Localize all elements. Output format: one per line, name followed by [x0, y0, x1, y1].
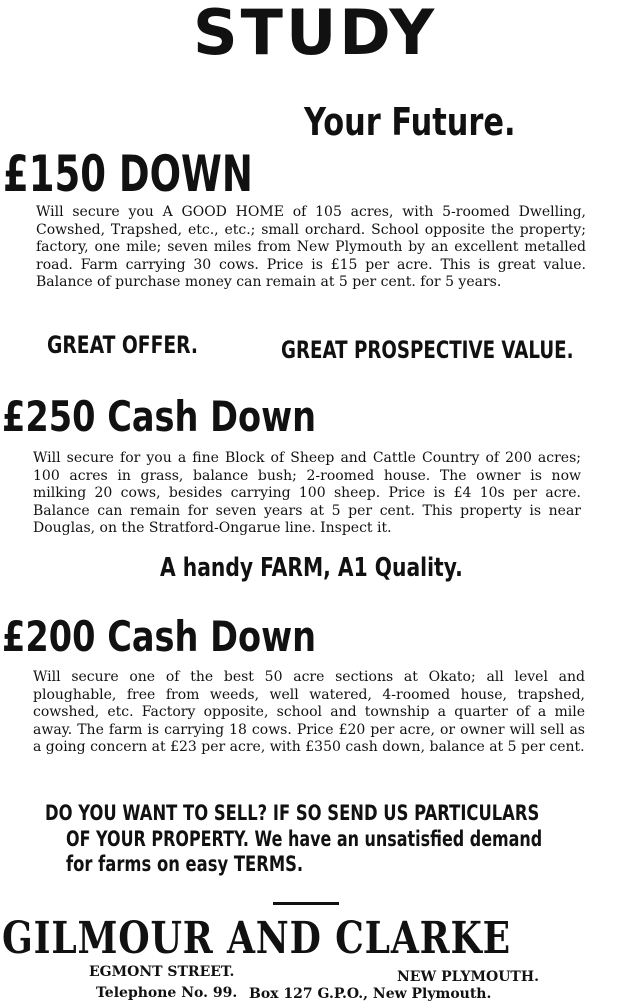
offer-3-headline: £200 Cash Down — [2, 612, 317, 661]
ad-title: STUDY — [193, 0, 438, 69]
offer-2-tagline-wrap — [160, 553, 548, 583]
offer-2-headline: £250 Cash Down — [2, 392, 317, 441]
offer-1-body-text: Will secure you A GOOD HOME of 105 acres, with 5-roomed Dwelling, Cowshed, Trapshed, etc., etc.; small orchard. School opposite the property; factory, one mile; seven miles from New Plymouth by an excellent metalled road. Farm carrying 30 cows. Price is £15 per acre. This is great value. Balance of purchase money can remain at 5 per cent. for 5 years. — [36, 204, 586, 290]
footer-street: EGMONT STREET. — [89, 964, 235, 980]
offer-1-body — [36, 204, 586, 292]
offer-1-tagline-left: GREAT OFFER. — [47, 331, 199, 359]
offer-2-headline-wrap — [2, 392, 395, 441]
appeal-line-3: for farms on easy TERMS. — [66, 852, 304, 876]
offer-1-headline-wrap — [3, 145, 341, 203]
firm-name-wrap — [2, 913, 621, 964]
offer-1-headline: £150 DOWN — [3, 145, 253, 203]
footer-city: NEW PLYMOUTH. — [397, 969, 539, 985]
ad-subtitle: Your Future. — [304, 100, 516, 144]
divider-rule — [273, 902, 339, 905]
appeal-line-1: DO YOU WANT TO SELL? IF SO SEND US PARTICULARS — [45, 801, 540, 825]
firm-name: GILMOUR AND CLARKE — [2, 913, 511, 964]
appeal-line-2-wrap — [66, 827, 621, 851]
offer-3-body-text: Will secure one of the best 50 acre sections at Okato; all level and ploughable, free from weeds, well watered, 4-roomed house, trapshed, cowshed, etc. Factory opposite, school and township a quarter of a mile away. The farm is carrying 18 cows. Price £20 per acre, or owner will sell as a going concern at £23 per acre, with £350 cash down, balance at 5 per cent. — [33, 669, 585, 755]
footer-telephone: Telephone No. 99. — [96, 985, 238, 1001]
offer-1-tagline-right-wrap — [281, 336, 621, 364]
offer-2-body-text: Will secure for you a fine Block of Sheep and Cattle Country of 200 acres; 100 acres in grass, balance bush; 2-roomed house. The owner is now milking 20 cows, besides carrying 100 sheep. Price is £4 10s per acre. Balance can remain for seven years at 5 per cent. This property is near Douglas, on the Stratford-Ongarue line. Inspect it. — [33, 450, 581, 536]
offer-3-headline-wrap — [2, 612, 395, 661]
offer-1-tagline-right: GREAT PROSPECTIVE VALUE. — [281, 336, 574, 364]
appeal-line-2: OF YOUR PROPERTY. We have an unsatisfied demand — [66, 827, 543, 851]
footer-box: Box 127 G.P.O., New Plymouth. — [249, 986, 492, 1002]
ad-subtitle-wrap — [304, 100, 568, 144]
offer-3-body — [33, 669, 585, 757]
offer-2-tagline: A handy FARM, A1 Quality. — [160, 553, 463, 583]
appeal-line-1-wrap — [45, 801, 621, 825]
appeal-line-3-wrap — [66, 852, 370, 876]
offer-1-tagline-left-wrap — [47, 331, 241, 359]
offer-2-body — [33, 450, 581, 538]
